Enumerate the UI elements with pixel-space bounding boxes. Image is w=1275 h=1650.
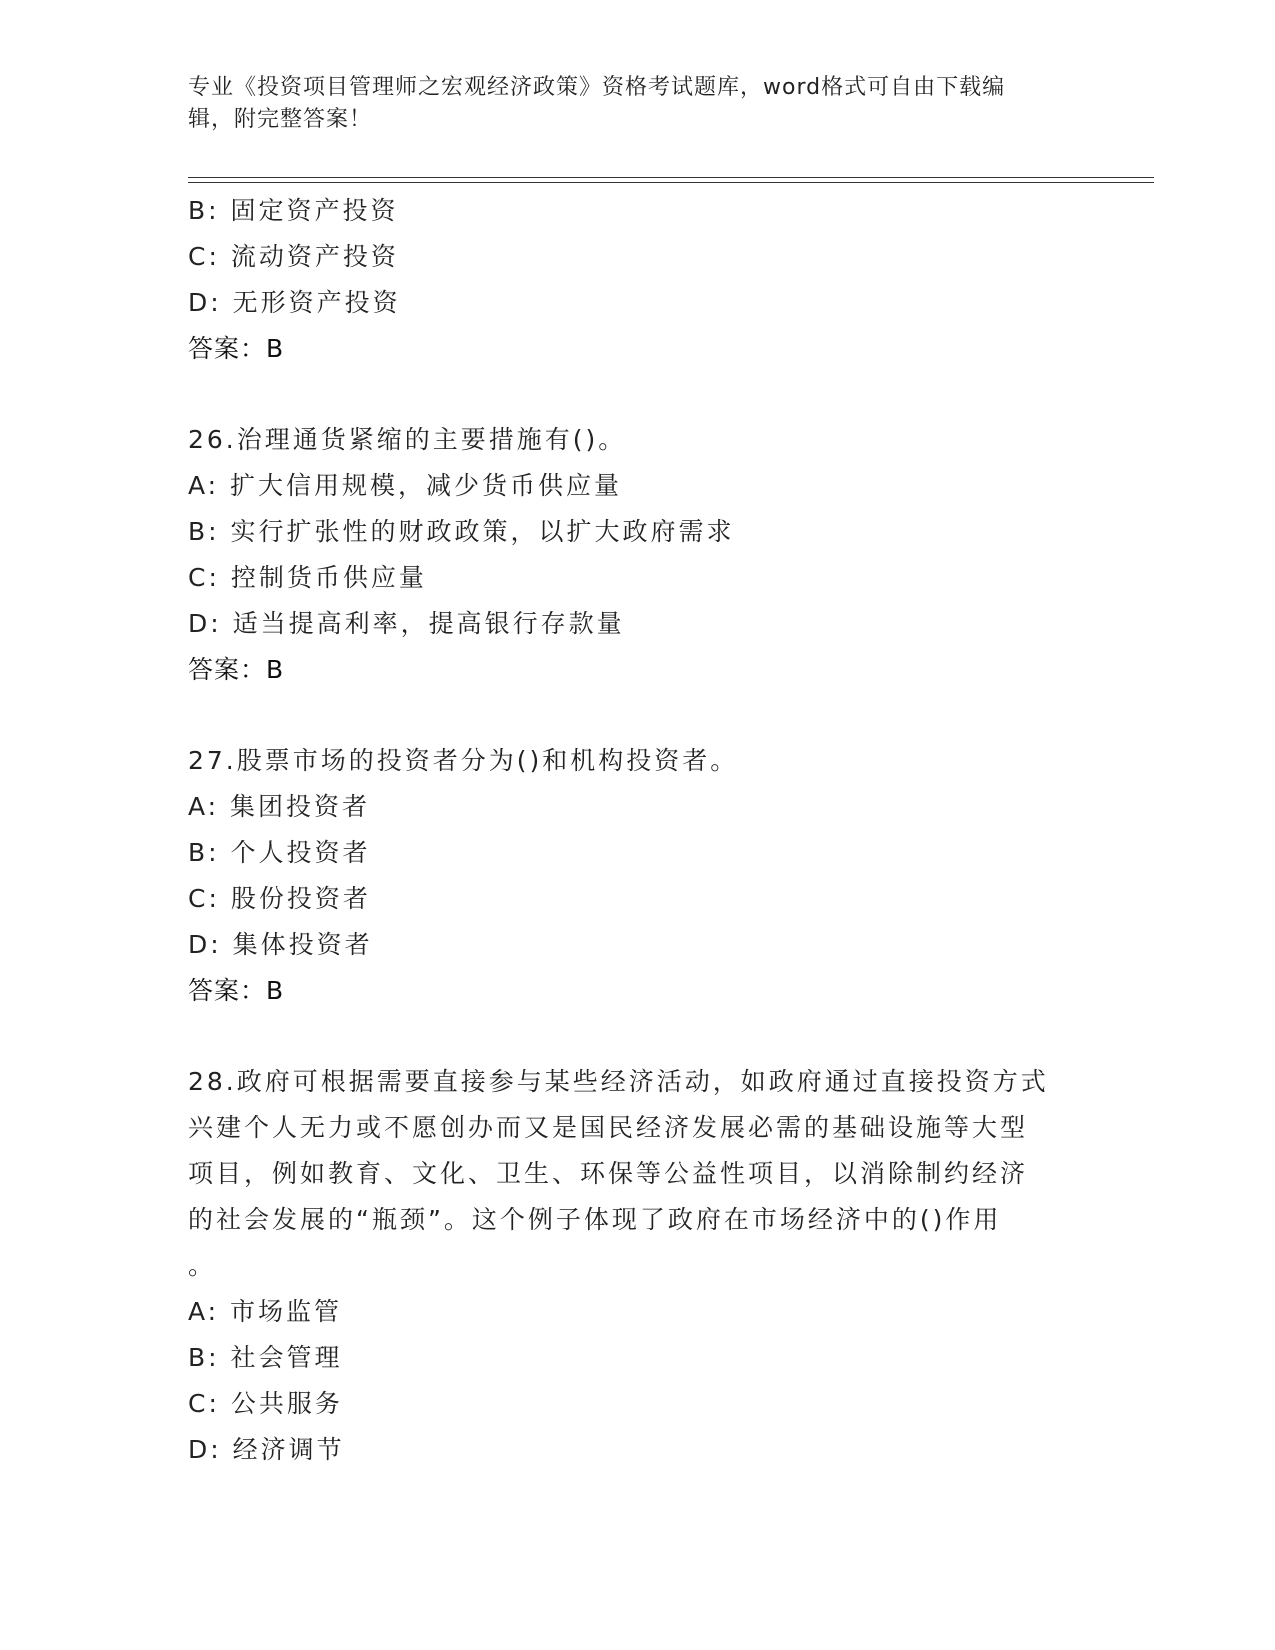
header-divider-top: [188, 177, 1154, 178]
question-stem-line: 项目，例如教育、文化、卫生、环保等公益性项目，以消除制约经济: [188, 1159, 1029, 1188]
option-c: C: 股份投资者: [188, 884, 371, 913]
question-stem: 26.治理通货紧缩的主要措施有()。: [188, 425, 627, 454]
question-28: [188, 1059, 1088, 1473]
answer: 答案：B: [188, 334, 285, 363]
spacer: [188, 1014, 1088, 1059]
question-stem-line: 的社会发展的“瓶颈”。这个例子体现了政府在市场经济中的()作用: [188, 1205, 1002, 1234]
option-d: D: 集体投资者: [188, 930, 373, 959]
question-25: [188, 188, 1088, 372]
option-c: C: 公共服务: [188, 1389, 343, 1418]
option-c: C: 控制货币供应量: [188, 563, 427, 592]
question-stem-line: 兴建个人无力或不愿创办而又是国民经济发展必需的基础设施等大型: [188, 1113, 1029, 1142]
option-b: B: 实行扩张性的财政政策，以扩大政府需求: [188, 517, 735, 546]
header-line-2: 辑，附完整答案！: [188, 107, 373, 132]
answer: 答案：B: [188, 976, 285, 1005]
option-b: B: 社会管理: [188, 1343, 343, 1372]
header-line-1: 专业《投资项目管理师之宏观经济政策》资格考试题库，word格式可自由下载编: [188, 75, 1006, 100]
option-a: A: 集团投资者: [188, 792, 371, 821]
question-27: [188, 738, 1088, 1014]
header-divider-bottom: [188, 182, 1154, 183]
document-header: [188, 72, 1068, 136]
question-26: [188, 417, 1088, 693]
option-d: D: 适当提高利率，提高银行存款量: [188, 609, 625, 638]
option-b: B: 个人投资者: [188, 838, 371, 867]
question-stem-line: 28.政府可根据需要直接参与某些经济活动，如政府通过直接投资方式: [188, 1067, 1049, 1096]
option-a: A: 市场监管: [188, 1297, 343, 1326]
spacer: [188, 693, 1088, 738]
option-b: B: 固定资产投资: [188, 196, 399, 225]
question-list: [188, 188, 1088, 1473]
option-a: A: 扩大信用规模，减少货币供应量: [188, 471, 623, 500]
option-d: D: 无形资产投资: [188, 288, 401, 317]
question-stem-line: 。: [188, 1251, 217, 1280]
option-c: C: 流动资产投资: [188, 242, 399, 271]
spacer: [188, 372, 1088, 417]
option-d: D: 经济调节: [188, 1435, 345, 1464]
question-stem: 27.股票市场的投资者分为()和机构投资者。: [188, 746, 739, 775]
answer: 答案：B: [188, 655, 285, 684]
